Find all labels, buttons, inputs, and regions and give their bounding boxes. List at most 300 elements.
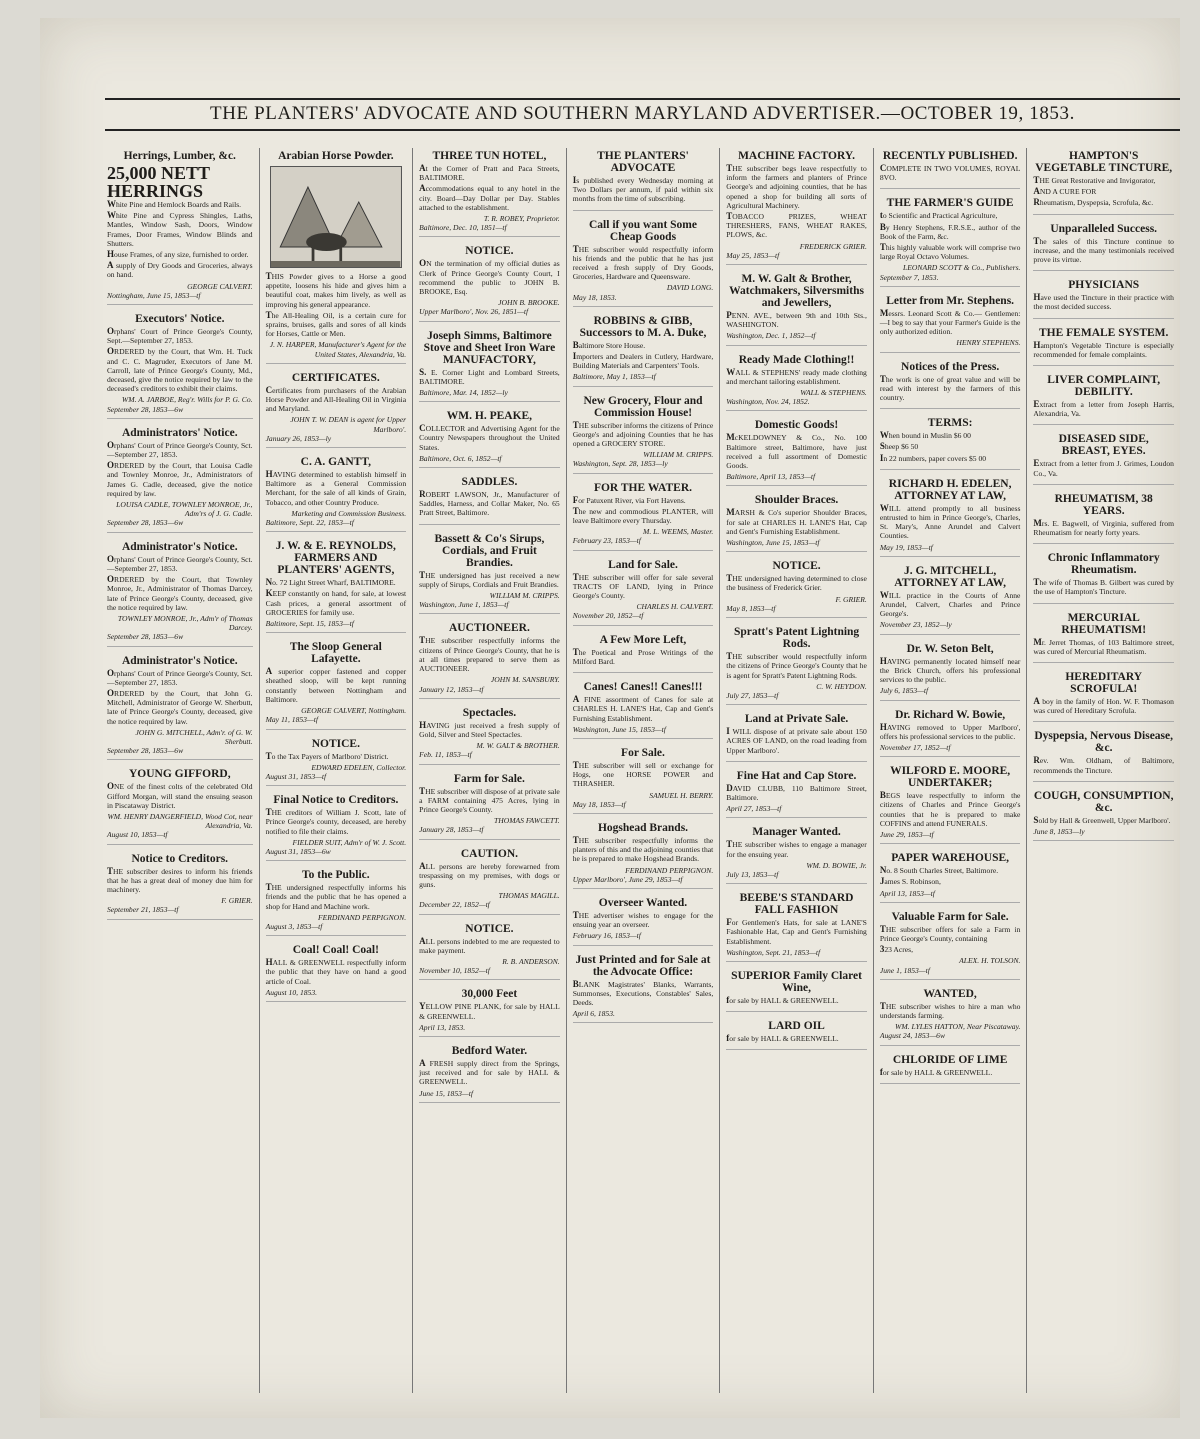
ad-text: White Pine and Hemlock Boards and Rails.	[107, 199, 242, 209]
ad-signature: LOUISA CADLE, TOWNLEY MONROE, Jr., Adm'rs of J. G. Cadle.	[116, 500, 253, 519]
advertisement	[726, 1020, 867, 1050]
advertisement	[880, 852, 1021, 903]
column-4	[566, 148, 720, 1393]
ad-heading: Bassett & Co's Sirups, Cordials, and Fruit Brandies.	[434, 532, 545, 569]
ad-text: WILL practice in the Courts of Anne Arundel, Calvert, Charles and Prince George's.	[879, 589, 1021, 619]
ad-date: August 31, 1853—tf	[265, 771, 327, 781]
ad-date: June 1, 1853—tf	[879, 965, 930, 975]
ad-signature: DAVID LONG.	[666, 283, 714, 293]
ad-text: For Patuxent River, via Fort Havens.	[572, 494, 686, 505]
ad-text: The work is one of great value and will be read with interest by the farmers of this country.	[879, 373, 1021, 403]
ad-date: Baltimore, Sept. 22, 1853—tf	[265, 518, 354, 528]
ad-heading: Final Notice to Creditors.	[273, 794, 399, 807]
advertisement	[726, 354, 867, 412]
advertisement	[573, 634, 714, 673]
advertisement	[266, 150, 407, 364]
ad-text: In 22 numbers, paper covers $5 00	[879, 452, 987, 463]
ad-heading: Chronic Inflammatory Rheumatism.	[1047, 552, 1160, 577]
ad-heading: CAUTION.	[460, 847, 519, 860]
ad-date: Upper Marlboro', Nov. 26, 1851—tf	[419, 307, 529, 317]
ad-text: I WILL dispose of at private sale about 150 ACRES OF LAND, on the road leading from Upper Marlboro'.	[726, 726, 867, 755]
ad-date: July 27, 1853—tf	[726, 690, 779, 700]
ad-signature: JOHN T. W. DEAN is agent for Upper Marlboro'.	[290, 415, 407, 434]
ad-heading: Call if you want Some Cheap Goods	[589, 218, 697, 243]
ad-heading: Bedford Water.	[451, 1044, 528, 1057]
column-3	[412, 148, 566, 1393]
ad-heading: SUPERIOR Family Claret Wine,	[731, 969, 862, 994]
ad-heading: J. G. MITCHELL, ATTORNEY AT LAW,	[894, 564, 1006, 589]
ad-heading: COUGH, CONSUMPTION, &c.	[1033, 789, 1174, 814]
ad-text: AND A CURE FOR	[1033, 186, 1097, 197]
ad-signature: F. GRIER.	[835, 594, 867, 604]
ad-date: Nottingham, June 15, 1853—tf	[107, 290, 201, 300]
ad-heading: Hogshead Brands.	[597, 821, 689, 834]
ad-date: April 27, 1853—tf	[726, 804, 782, 814]
advertisement	[107, 427, 253, 533]
ad-text: James S. Robinson,	[879, 876, 941, 887]
ad-heading: DISEASED SIDE, BREAST, EYES.	[1058, 433, 1149, 458]
advertisement	[726, 494, 867, 552]
ad-text: THE subscriber would respectfully inform the citizens of Prince George's County that he is agent for Spratt's Patent Lightning Rods.	[726, 651, 867, 680]
advertisement	[419, 410, 560, 468]
ad-text: COMPLETE IN TWO VOLUMES, ROYAL 8VO.	[879, 163, 1021, 183]
ad-date: September 7, 1853.	[879, 272, 939, 282]
ad-text: BEGS leave respectfully to inform the citizens of Charles and Prince George's counties that he is prepared to make COFFINS and attend FUNERALS.	[879, 790, 1021, 828]
advertisement	[1033, 730, 1174, 781]
ad-heading: Manager Wanted.	[752, 826, 841, 839]
ad-text: McKELDOWNEY & Co., No. 100 Baltimore street, Baltimore, have just received a full assortment of Domestic Goods.	[726, 432, 867, 471]
ad-text: ORDERED by the Court, that Townley Monroe, Jr., Administrator of Thomas Darcey, late of Prince George's County, deceased, give the notice required by law.	[107, 574, 253, 612]
ad-signature: WILLIAM M. CRIPPS.	[489, 591, 560, 601]
ad-date: Washington, Nov. 24, 1852.	[726, 397, 810, 407]
advertisement	[726, 970, 867, 1012]
advertisement	[1033, 374, 1174, 425]
column-7	[1026, 148, 1180, 1393]
ad-heading: Coal! Coal! Coal!	[292, 944, 379, 957]
horse-engraving-image	[270, 166, 401, 268]
ad-signature: ALEX. H. TOLSON.	[959, 956, 1021, 966]
ad-date: Washington, Sept. 28, 1853—ly	[572, 459, 668, 469]
ad-text: Have used the Tincture in their practice with the most decided success.	[1033, 292, 1174, 312]
ad-text: THE subscriber offers for sale a Farm in Prince George's County, containing	[879, 923, 1021, 943]
ad-text: THE subscriber wishes to hire a man who understands farming.	[879, 1000, 1021, 1020]
advertisement	[419, 622, 560, 698]
ad-signature: GEORGE CALVERT, Nottingham.	[301, 706, 407, 716]
ad-heading: PAPER WAREHOUSE,	[891, 852, 1010, 865]
advertisement	[266, 540, 407, 633]
ad-text: THE Great Restorative and Invigorator,	[1033, 175, 1156, 185]
advertisement	[266, 738, 407, 787]
ad-date: April 13, 1853.	[419, 1022, 466, 1032]
ad-text: A FRESH supply direct from the Springs, just received and for sale by HALL & GREENWELL.	[419, 1057, 560, 1087]
ad-heading: Administrator's Notice.	[121, 540, 238, 553]
ad-date: August 10, 1853.	[265, 987, 318, 997]
advertisement	[573, 954, 714, 1024]
ad-heading: WM. H. PEAKE,	[446, 410, 533, 423]
advertisement	[419, 848, 560, 915]
ad-signature: WM. HENRY DANGERFIELD, Wood Cot, near Alexandria, Va.	[107, 811, 253, 831]
ad-date: June 8, 1853—ly	[1033, 827, 1085, 837]
ad-signature: WALL & STEPHENS.	[800, 388, 867, 398]
ad-text: THE subscriber respectfully informs the citizens of Prince George's County, that he is at all times prepared to serve them as AUCTIONEER.	[419, 635, 560, 674]
ad-text: Orphans' Court of Prince George's County, Sct.—September 27, 1853.	[107, 553, 253, 573]
ad-date: Washington, June 1, 1853—tf	[419, 600, 509, 610]
ad-heading: CERTIFICATES.	[291, 371, 380, 384]
ad-heading: For Sale.	[621, 746, 665, 759]
ad-date: July 13, 1853—tf	[726, 869, 779, 879]
ad-text: THE subscriber will sell or exchange for Hogs, one HORSE POWER and THRASHER.	[572, 759, 714, 789]
advertisement	[419, 533, 560, 615]
ad-text: White Pine and Cypress Shingles, Laths, Mantles, Window Sash, Doors, Window Frames, Door Frames, Window Blinds and Shutters.	[107, 210, 253, 248]
ad-text: MARSH & Co's superior Shoulder Braces, for sale at CHARLES H. LANE'S Hat, Cap and Gent's Furnishing Establishment.	[726, 507, 867, 536]
advertisement	[107, 541, 253, 647]
ad-heading: NOTICE.	[465, 922, 514, 935]
ad-text: Hampton's Vegetable Tincture is especially recommended for female complaints.	[1033, 339, 1174, 359]
ad-signature: JOHN M. SANSBURY.	[490, 675, 560, 685]
advertisement	[880, 295, 1021, 353]
advertisement	[107, 313, 253, 419]
ad-text: DAVID CLUBB, 110 Baltimore Street, Baltimore.	[726, 782, 867, 802]
ad-heading: New Grocery, Flour and Commission House!	[583, 394, 703, 419]
advertisement	[573, 747, 714, 814]
ad-signature: M. L. WEEMS, Master.	[643, 527, 714, 537]
ad-text: THE creditors of William J. Scott, late of Prince George's county, deceased, are hereby notified to file their claims.	[265, 807, 407, 836]
ad-heading: WILFORD E. MOORE, UNDERTAKER;	[890, 765, 1011, 790]
advertisement	[419, 476, 560, 525]
advertisement	[880, 417, 1021, 470]
ad-signature: C. W. HEYDON.	[816, 681, 867, 691]
ad-text: 323 Acres,	[879, 944, 914, 955]
advertisement	[880, 361, 1021, 410]
ad-date: Baltimore, Sept. 15, 1853—tf	[265, 619, 354, 629]
ad-date: May 11, 1853—tf	[265, 715, 318, 725]
ad-text: ONE of the finest colts of the celebrated Old Gifford Morgan, will stand the ensuing season in Piscataway District.	[107, 781, 253, 810]
advertisement	[726, 560, 867, 618]
ad-text: No. 8 South Charles Street, Baltimore.	[879, 865, 999, 876]
advertisement	[726, 150, 867, 265]
ad-date: Baltimore, May 1, 1853—tf	[572, 372, 656, 382]
advertisement	[266, 944, 407, 1002]
ad-text: Mrs. E. Bagwell, of Virginia, suffered from Rheumatism for nearly forty years.	[1033, 517, 1174, 538]
advertisement	[880, 197, 1021, 286]
ad-text: The wife of Thomas B. Gilbert was cured by the use of Hampton's Tincture.	[1033, 577, 1174, 597]
ad-date: September 28, 1853—6w	[107, 404, 184, 414]
ad-date: May 25, 1853—tf	[726, 250, 780, 260]
advertisement	[573, 822, 714, 889]
advertisement	[573, 559, 714, 626]
ad-signature: WM. A. JARBOE, Reg'r. Wills for P. G. Co.	[121, 395, 253, 405]
ad-signature: GEORGE CALVERT.	[187, 281, 253, 291]
ad-text: ORDERED by the Court, that Wm. H. Tuck and C. C. Magruder, Executors of Jane M. Carroll, late of Prince George's County, Md., deceased, give the notice required by law to the deceased's creditors to exhibit their claims.	[107, 346, 253, 394]
advertisement	[880, 565, 1021, 635]
advertisement	[880, 478, 1021, 557]
ad-lead: 25,000 NETT HERRINGS	[107, 163, 210, 201]
ad-heading: A Few More Left,	[599, 633, 687, 646]
ad-text: THE subscriber informs the citizens of Prince George's and adjoining Counties that he has opened a GROCERY STORE.	[572, 419, 714, 449]
advertisement	[880, 988, 1021, 1046]
ad-heading: The Sloop General Lafayette.	[289, 641, 382, 666]
ad-date: May 18, 1853.	[572, 292, 617, 302]
ad-signature: WM. D. BOWIE, Jr.	[806, 860, 867, 870]
ad-text: HAVING just received a fresh supply of Gold, Silver and Steel Spectacles.	[419, 719, 560, 739]
ad-heading: FOR THE WATER.	[593, 481, 693, 494]
ad-heading: Dyspepsia, Nervous Disease, &c.	[1034, 730, 1174, 755]
ad-date: Baltimore, Dec. 10, 1851—tf	[419, 223, 507, 233]
advertisement	[880, 150, 1021, 189]
ad-heading: J. W. & E. REYNOLDS, FARMERS AND PLANTERS' AGENTS,	[275, 540, 396, 577]
ad-text: Mr. Jerret Thomas, of 103 Baltimore street, was cured of Mercurial Rheumatism.	[1033, 636, 1174, 656]
advertisement	[107, 768, 253, 844]
ad-heading: Spectacles.	[462, 706, 517, 719]
ad-signature: THOMAS FAWCETT.	[494, 816, 560, 826]
advertisement	[573, 681, 714, 739]
advertisement	[266, 794, 407, 861]
ad-text: To the Tax Payers of Marlboro' District.	[265, 750, 389, 761]
ad-text: This highly valuable work will comprise two large Royal Octavo Volumes.	[879, 242, 1021, 262]
ad-text: A supply of Dry Goods and Groceries, always on hand.	[107, 260, 253, 280]
ad-date: Washington, Dec. 1, 1852—tf	[726, 331, 816, 341]
ad-text: THE undersigned has just received a new supply of Sirups, Cordials and Fruit Brandies.	[419, 569, 560, 589]
ad-date: September 21, 1853—tf	[107, 905, 179, 915]
ad-heading: Executors' Notice.	[135, 313, 225, 326]
ad-signature: FERDINAND PERPIGNON.	[317, 912, 407, 922]
ad-heading: Unparalleled Success.	[1050, 222, 1158, 235]
ad-signature: EDWARD EDELEN, Collector.	[311, 762, 407, 772]
ad-date: Baltimore, April 13, 1853—tf	[726, 472, 816, 482]
ad-text: ORDERED by the Court, that John G. Mitchell, Administrator of George W. Sherbutt, late of Prince George's County, deceased, give the notice required by law.	[107, 687, 253, 726]
ad-text: Extract from a letter from Joseph Harris, Alexandria, Va.	[1033, 399, 1174, 419]
ad-date: November 17, 1852—tf	[879, 742, 951, 752]
ad-heading: YOUNG GIFFORD,	[128, 768, 231, 781]
ad-text: ALL persons indebted to me are requested to make payment.	[419, 935, 560, 955]
ad-signature: M. W. GALT & BROTHER.	[476, 741, 560, 751]
ad-signature: FERDINAND PERPIGNON.	[625, 865, 714, 875]
ad-heading: 30,000 Feet	[461, 988, 518, 1001]
ad-date: January 28, 1853—tf	[419, 825, 484, 835]
ad-signature: SAMUEL H. BERRY.	[649, 790, 714, 800]
ad-date: Washington, Sept. 21, 1853—tf	[726, 947, 821, 957]
advertisement	[573, 150, 714, 211]
ad-date: November 23, 1852—ly	[879, 620, 952, 630]
ad-heading: BEEBE'S STANDARD FALL FASHION	[739, 892, 854, 917]
ad-heading: Fine Hat and Cap Store.	[736, 769, 857, 782]
ad-text: HAVING permanently located himself near the Brick Church, offers his professional services to the public.	[879, 655, 1021, 685]
ad-heading: Spratt's Patent Lightning Rods.	[733, 626, 860, 651]
columns-container	[105, 148, 1180, 1393]
ad-heading: To the Public.	[302, 869, 370, 882]
ad-signature: FIELDER SUIT, Adm'r of W. J. Scott.	[292, 837, 407, 847]
ad-text: for sale by HALL & GREENWELL.	[726, 994, 839, 1005]
ad-date: November 10, 1852—tf	[419, 966, 490, 976]
ad-text: ALL persons are hereby forewarned from trespassing on my premises, with dogs or guns.	[419, 860, 560, 889]
ad-heading: Ready Made Clothing!!	[738, 353, 855, 366]
ad-date: Washington, June 15, 1853—tf	[726, 538, 820, 548]
ad-text: THE subscriber will dispose of at private sale a FARM containing 475 Acres, lying in Prince George's County.	[419, 785, 560, 814]
ad-date: August 31, 1853—6w	[265, 846, 331, 856]
ad-date: September 28, 1853—6w	[107, 632, 184, 642]
advertisement	[419, 1045, 560, 1103]
masthead	[105, 98, 1180, 131]
ad-heading: Domestic Goods!	[754, 419, 839, 432]
ad-signature: T. R. ROBEY, Proprietor.	[483, 214, 560, 224]
ad-heading: LARD OIL	[768, 1020, 825, 1033]
ad-date: May 19, 1853—tf	[879, 542, 933, 552]
ad-heading: AUCTIONEER.	[449, 622, 530, 635]
ad-heading: Overseer Wanted.	[598, 896, 688, 909]
ad-date: Baltimore, Oct. 6, 1852—tf	[419, 453, 502, 463]
ad-date: August 10, 1853—tf	[107, 830, 168, 840]
advertisement	[419, 245, 560, 321]
ad-date: August 24, 1853—6w	[879, 1031, 946, 1041]
masthead-rule	[105, 98, 1180, 100]
advertisement	[107, 150, 253, 305]
ad-heading: THE FEMALE SYSTEM.	[1039, 326, 1169, 339]
ad-heading: CHLORIDE OF LIME	[892, 1053, 1008, 1066]
ad-date: June 29, 1853—tf	[879, 829, 934, 839]
advertisement	[107, 655, 253, 761]
advertisement	[1033, 433, 1174, 484]
ad-date: December 22, 1852—tf	[419, 900, 490, 910]
advertisement	[726, 713, 867, 762]
ad-text: THE subscriber will offer for sale several TRACTS OF LAND, lying in Prince George's County.	[572, 571, 714, 601]
ad-text: BLANK Magistrates' Blanks, Warrants, Summonses, Executions, Constables' Sales, Deeds.	[572, 978, 714, 1007]
ad-date: February 23, 1853—tf	[572, 536, 641, 546]
ad-text: The All-Healing Oil, is a certain cure for sprains, bruises, galls and sores of all kinds for Horses, Cattle or Men.	[265, 309, 407, 339]
ad-heading: THREE TUN HOTEL,	[432, 150, 547, 162]
ad-signature: Marketing and Commission Business.	[291, 508, 407, 518]
advertisement	[1033, 552, 1174, 603]
ad-text: No. 72 Light Street Wharf, BALTIMORE.	[265, 577, 396, 588]
ad-text: WILL attend promptly to all business entrusted to him in Prince George's, Charles, St. Mary's, Anne Arundel and Calvert Counties.	[879, 502, 1021, 541]
ad-heading: Joseph Simms, Baltimore Stove and Sheet Iron Ware MANUFACTORY,	[423, 329, 556, 366]
advertisement	[726, 273, 867, 346]
ad-signature: CHARLES H. CALVERT.	[636, 602, 714, 612]
ad-text: ORDERED by the Court, that Louisa Cadle and Townley Monroe, Jr., Administrators of James G. Cadle, deceased, give the notice required by law.	[107, 460, 253, 498]
ad-text: THE subscriber desires to inform his friends that he has a great deal of money due him for machinery.	[107, 865, 253, 894]
ad-date: Feb. 11, 1853—tf	[419, 750, 472, 760]
ad-text: House Frames, of any size, furnished to order.	[107, 249, 249, 260]
ad-heading: HEREDITARY SCROFULA!	[1065, 671, 1143, 696]
ad-heading: ROBBINS & GIBB, Successors to M. A. Duke,	[579, 314, 707, 339]
ad-heading: THE PLANTERS' ADVOCATE	[597, 150, 689, 174]
ad-heading: Notices of the Press.	[901, 360, 1000, 373]
ad-text: TOBACCO PRIZES, WHEAT THRESHERS, FANS, WHEAT RAKES, PLOWS, &c.	[726, 211, 867, 240]
ad-text: S. E. Corner Light and Lombard Streets, BALTIMORE.	[419, 366, 560, 386]
ad-heading: TERMS:	[927, 417, 973, 430]
ad-signature: JOHN B. BROOKE.	[498, 298, 560, 308]
ad-text: Rheumatism, Dyspepsia, Scrofula, &c.	[1033, 197, 1154, 208]
ad-signature: TOWNLEY MONROE, Jr., Adm'r of Thomas Darcey.	[117, 613, 253, 633]
ad-text: The sales of this Tincture continue to increase, and the many testimonials received prove its virtue.	[1033, 235, 1174, 265]
ad-text: THE subscriber begs leave respectfully to inform the farmers and planters of Prince George's and adjoining counties, that he has opened a shop for building all sorts of Agricultural Machinery.	[726, 163, 867, 210]
ad-date: Baltimore, Mar. 14, 1852—ly	[419, 388, 508, 398]
ad-text: Orphans' Court of Prince George's County, Sept.—September 27, 1853.	[107, 326, 253, 346]
ad-heading: Administrator's Notice.	[121, 654, 238, 667]
ad-text: At the Corner of Pratt and Paca Streets, BALTIMORE.	[419, 163, 560, 183]
ad-text: THE subscriber respectfully informs the planters of this and the adjoining counties that he is prepared to make Hogshead Brands.	[572, 834, 714, 864]
ad-heading: Letter from Mr. Stephens.	[886, 294, 1015, 307]
ad-heading: M. W. Galt & Brother, Watchmakers, Silversmiths and Jewellers,	[729, 273, 864, 310]
ad-text: THIS Powder gives to a Horse a good appetite, loosens his hide and gives him a beautiful coat, makes him lively, as well as improving his general appearance.	[265, 271, 407, 309]
ad-text: HALL & GREENWELL respectfully inform the public that they have on hand a good article of Coal.	[265, 957, 407, 986]
ad-signature: LEONARD SCOTT & Co., Publishers.	[903, 263, 1021, 273]
advertisement	[880, 765, 1021, 844]
ad-signature: JOHN G. MITCHELL, Adm'r. of G. W. Sherbutt.	[135, 727, 253, 746]
ad-heading: NOTICE.	[772, 560, 821, 573]
advertisement	[419, 330, 560, 403]
advertisement	[726, 770, 867, 819]
ad-text: THE undersigned respectfully informs his friends and the public that he has opened a shop for Hand and Machine work.	[265, 882, 407, 911]
ad-text: THE subscriber wishes to engage a manager for the ensuing year.	[726, 839, 867, 859]
advertisement	[1033, 671, 1174, 722]
ad-heading: LIVER COMPLAINT, DEBILITY.	[1047, 374, 1161, 399]
ad-heading: Dr. W. Seton Belt,	[906, 642, 994, 655]
ad-signature: THOMAS MAGILL.	[498, 891, 560, 901]
advertisement	[1033, 150, 1174, 215]
ad-date: May 8, 1853—tf	[726, 603, 776, 613]
advertisement	[266, 869, 407, 936]
ad-date: July 6, 1853—tf	[879, 686, 929, 696]
advertisement	[107, 853, 253, 920]
ad-heading: NOTICE.	[465, 245, 514, 258]
ad-signature: HENRY STEPHENS.	[956, 338, 1021, 348]
ad-heading: THE FARMER'S GUIDE	[886, 197, 1014, 210]
ad-text: Accommodations equal to any hotel in the city. Board—Day Dollar per Day. Stables attached to the establishment.	[419, 183, 560, 212]
advertisement	[880, 709, 1021, 758]
ad-text: For Gentlemen's Hats, for sale at LANE'S Fashionable Hat, Cap and Gent's Furnishing Establishment.	[726, 917, 867, 946]
ad-heading: Herrings, Lumber, &c.	[123, 150, 236, 162]
advertisement	[419, 150, 560, 237]
ad-text: A boy in the family of Hon. W. F. Thomason was cured of Hereditary Scrofula.	[1033, 696, 1174, 716]
ad-heading: Arabian Horse Powder.	[278, 150, 394, 162]
ad-signature: F. GRIER.	[221, 896, 253, 906]
ad-date: February 16, 1853—tf	[572, 931, 641, 941]
ad-heading: WANTED,	[923, 987, 977, 1000]
ad-text: Sheep $6 50	[879, 441, 919, 452]
advertisement	[1033, 279, 1174, 318]
ad-heading: Canes! Canes!! Canes!!!	[583, 681, 703, 694]
ad-heading: PHYSICIANS	[1068, 279, 1140, 292]
ad-text: ON the termination of my official duties as Clerk of Prince George's County Court, I recommend the public to JOHN B. BROOKE, Esq.	[419, 258, 560, 297]
ad-text: A FINE assortment of Canes for sale at CHARLES H. LANE'S Hat, Cap and Gent's Furnishing Establishment.	[572, 694, 714, 723]
ad-signature: J. N. HARPER, Manufacturer's Agent for the United States, Alexandria, Va.	[269, 340, 407, 359]
ad-date: June 15, 1853—tf	[419, 1088, 473, 1098]
ad-heading: Valuable Farm for Sale.	[891, 910, 1009, 923]
ad-heading: Dr. Richard W. Bowie,	[895, 708, 1006, 721]
ad-text: THE undersigned having determined to close the business of Frederick Grier.	[726, 573, 867, 593]
ad-date: May 18, 1853—tf	[572, 799, 626, 809]
ad-date: January 12, 1853—tf	[419, 684, 484, 694]
ad-heading: Notice to Creditors.	[131, 852, 229, 865]
ad-text: Certificates from purchasers of the Arabian Horse Powder and All-Healing Oil in Virginia and Maryland.	[265, 384, 407, 414]
advertisement	[573, 315, 714, 387]
ad-heading: RICHARD H. EDELEN, ATTORNEY AT LAW,	[888, 477, 1012, 502]
ad-text: for sale by HALL & GREENWELL.	[879, 1066, 993, 1077]
advertisement	[1033, 223, 1174, 272]
ad-text: HAVING determined to establish himself in Baltimore as a General Commission Merchant, for the sale of all kinds of Grain, Tobacco, and other Country Produce.	[265, 469, 407, 507]
ad-heading: MACHINE FACTORY.	[738, 150, 856, 162]
ad-text: Sold by Hall & Greenwell, Upper Marlboro'.	[1033, 814, 1171, 825]
advertisement	[726, 419, 867, 486]
ad-heading: NOTICE.	[311, 737, 360, 750]
column-2	[259, 148, 413, 1393]
ad-text: YELLOW PINE PLANK, for sale by HALL & GREENWELL.	[419, 1001, 560, 1021]
ad-text: KEEP constantly on hand, for sale, at lowest Cash prices, a general assortment of GROCERIES for family use.	[265, 588, 407, 617]
advertisement	[419, 988, 560, 1037]
ad-heading: HAMPTON'S VEGETABLE TINCTURE,	[1035, 150, 1173, 174]
ad-heading: RECENTLY PUBLISHED.	[882, 150, 1018, 162]
ad-text: THE subscriber would respectfully inform his friends and the public that he has just received a fresh supply of Dry Goods, Groceries, Hardware and Queensware.	[572, 243, 714, 282]
